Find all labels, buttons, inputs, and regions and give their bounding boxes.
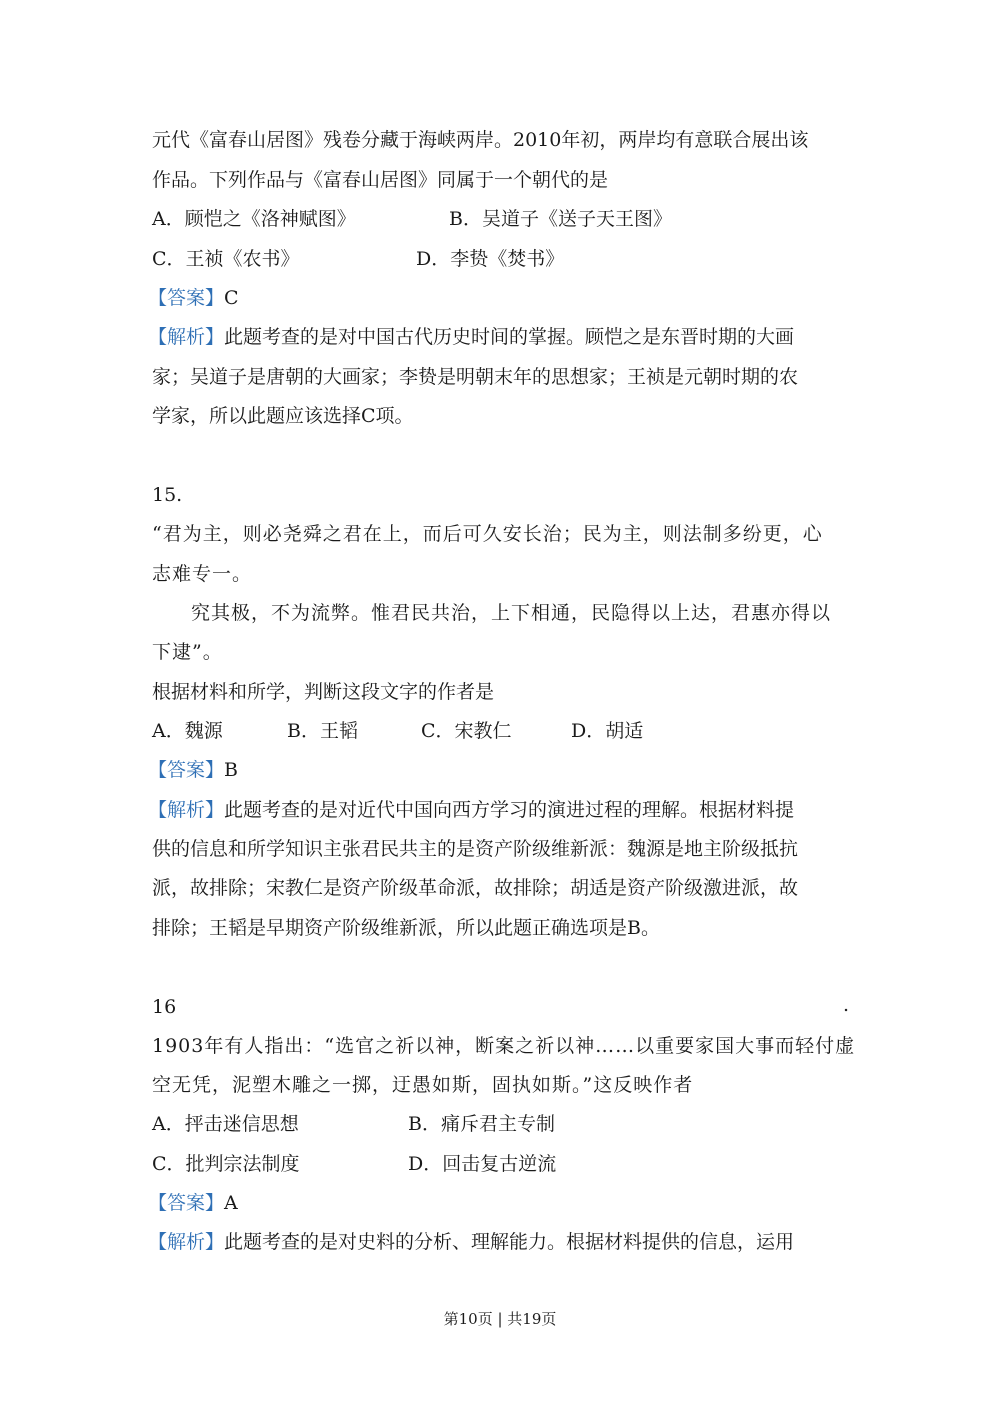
q15-quote-line: 志难专一。 bbox=[152, 563, 253, 585]
q16-option-d: D．回击复古逆流 bbox=[408, 1153, 557, 1175]
analysis-tag: 【解析】 bbox=[148, 326, 225, 348]
q14-option-d: D．李贽《焚书》 bbox=[416, 248, 565, 270]
q16-answer bbox=[148, 1190, 238, 1216]
q14-option-a: A．顾恺之《洛神赋图》 bbox=[152, 208, 356, 230]
answer-tag: 【答案】 bbox=[148, 1192, 225, 1214]
analysis-text: 此题考查的是对中国古代历史时间的掌握。顾恺之是东晋时期的大画 bbox=[224, 326, 795, 348]
analysis-text: 此题考查的是对史料的分析、理解能力。根据材料提供的信息，运用 bbox=[224, 1231, 795, 1253]
q14-analysis-line bbox=[148, 324, 794, 350]
q15-analysis-line bbox=[148, 797, 794, 823]
answer-tag: 【答案】 bbox=[148, 287, 225, 309]
q15-number: 15. bbox=[152, 484, 183, 506]
q14-stem-line: 作品。下列作品与《富春山居图》同属于一个朝代的是 bbox=[152, 169, 609, 191]
q16-option-a: A．抨击迷信思想 bbox=[152, 1113, 299, 1135]
q14-analysis-line: 学家，所以此题应该选择C项。 bbox=[152, 405, 414, 427]
q14-option-b: B．吴道子《送子天王图》 bbox=[449, 208, 672, 230]
q16-trailing-dot: . bbox=[843, 994, 850, 1016]
q16-stem-line: 空无凭，泥塑木雕之一掷，迂愚如斯，固执如斯。”这反映作者 bbox=[152, 1074, 694, 1096]
q15-option-b: B．王韬 bbox=[287, 720, 358, 742]
q16-option-c: C．批判宗法制度 bbox=[152, 1153, 300, 1175]
q15-analysis-line: 供的信息和所学知识主张君民共主的是资产阶级维新派：魏源是地主阶级抵抗 bbox=[152, 838, 799, 860]
answer-value: C bbox=[224, 287, 239, 309]
q15-analysis-line: 派，故排除；宋教仁是资产阶级革命派，故排除；胡适是资产阶级激进派，故 bbox=[152, 877, 799, 899]
analysis-tag: 【解析】 bbox=[148, 799, 225, 821]
q16-option-b: B．痛斥君主专制 bbox=[408, 1113, 555, 1135]
q14-answer bbox=[148, 285, 239, 311]
q15-quote-line: 究其极，不为流弊。惟君民共治，上下相通，民隐得以上达，君惠亦得以 bbox=[191, 602, 832, 624]
q15-quote-line: 下逮”。 bbox=[152, 641, 223, 663]
q15-analysis-line: 排除；王韬是早期资产阶级维新派，所以此题正确选项是B。 bbox=[152, 917, 660, 939]
analysis-text: 此题考查的是对近代中国向西方学习的演进过程的理解。根据材料提 bbox=[224, 799, 795, 821]
q15-answer bbox=[148, 757, 238, 783]
q16-analysis-line bbox=[148, 1229, 794, 1255]
answer-tag: 【答案】 bbox=[148, 759, 225, 781]
q14-analysis-line: 家；吴道子是唐朝的大画家；李贽是明朝末年的思想家；王祯是元朝时期的农 bbox=[152, 366, 799, 388]
q15-stem: 根据材料和所学，判断这段文字的作者是 bbox=[152, 681, 495, 703]
q14-stem-line: 元代《富春山居图》残卷分藏于海峡两岸。2010年初，两岸均有意联合展出该 bbox=[152, 129, 809, 151]
q15-option-c: C．宋教仁 bbox=[421, 720, 512, 742]
analysis-tag: 【解析】 bbox=[148, 1231, 225, 1253]
answer-value: A bbox=[224, 1192, 238, 1214]
q15-option-a: A．魏源 bbox=[152, 720, 223, 742]
answer-value: B bbox=[224, 759, 238, 781]
q15-quote-line: “君为主，则必尧舜之君在上，而后可久安长治；民为主，则法制多纷更，心 bbox=[152, 523, 823, 545]
page-footer: 第10页 | 共19页 bbox=[443, 1310, 557, 1328]
q16-stem-line: 1903年有人指出：“选官之祈以神，断案之祈以神……以重要家国大事而轻付虚 bbox=[152, 1035, 856, 1057]
q14-option-c: C．王祯《农书》 bbox=[152, 248, 300, 270]
q15-option-d: D．胡适 bbox=[571, 720, 644, 742]
q16-number: 16 bbox=[152, 996, 177, 1018]
